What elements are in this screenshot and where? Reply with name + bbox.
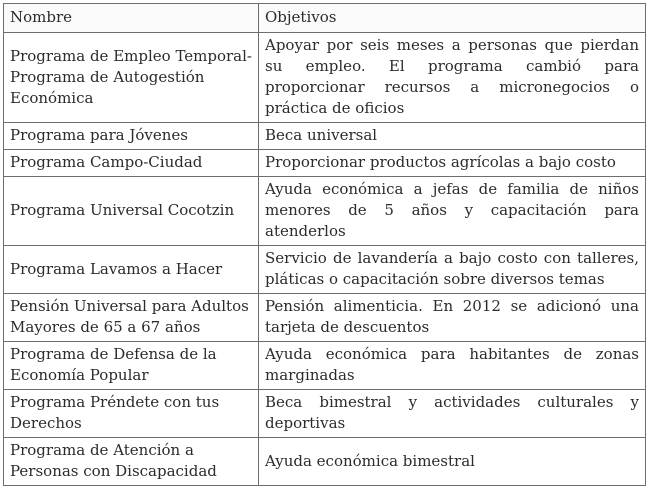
programs-table xyxy=(3,3,646,486)
table-row xyxy=(4,33,646,123)
table-row xyxy=(4,150,646,177)
table-row xyxy=(4,177,646,246)
table-row xyxy=(4,123,646,150)
program-objective: Ayuda económica a jefas de familia de niños menores de 5 años y capacitación para atenderlos xyxy=(259,177,646,246)
program-name: Programa Universal Cocotzin xyxy=(4,177,259,246)
program-name: Programa Préndete con tus Derechos xyxy=(4,390,259,438)
table-header-row xyxy=(4,4,646,33)
program-name: Programa Campo-Ciudad xyxy=(4,150,259,177)
program-objective: Pensión alimenticia. En 2012 se adicionó una tarjeta de descuentos xyxy=(259,294,646,342)
program-name: Pensión Universal para Adultos Mayores de 65 a 67 años xyxy=(4,294,259,342)
header-name: Nombre xyxy=(4,4,259,33)
program-name: Programa para Jóvenes xyxy=(4,123,259,150)
table-row xyxy=(4,438,646,486)
table-row xyxy=(4,294,646,342)
program-name: Programa de Atención a Personas con Discapacidad xyxy=(4,438,259,486)
table-row xyxy=(4,246,646,294)
program-name: Programa de Empleo Temporal- Programa de Autogestión Económica xyxy=(4,33,259,123)
program-objective: Beca bimestral y actividades culturales y deportivas xyxy=(259,390,646,438)
program-objective: Servicio de lavandería a bajo costo con talleres, pláticas o capacitación sobre diversos temas xyxy=(259,246,646,294)
header-objectives: Objetivos xyxy=(259,4,646,33)
program-objective: Beca universal xyxy=(259,123,646,150)
table-row xyxy=(4,342,646,390)
program-objective: Proporcionar productos agrícolas a bajo costo xyxy=(259,150,646,177)
program-name: Programa de Defensa de la Economía Popular xyxy=(4,342,259,390)
table-row xyxy=(4,390,646,438)
program-objective: Ayuda económica bimestral xyxy=(259,438,646,486)
program-objective: Ayuda económica para habitantes de zonas marginadas xyxy=(259,342,646,390)
program-name: Programa Lavamos a Hacer xyxy=(4,246,259,294)
program-objective: Apoyar por seis meses a personas que pierdan su empleo. El programa cambió para proporcionar recursos a micronegocios o práctica de oficios xyxy=(259,33,646,123)
